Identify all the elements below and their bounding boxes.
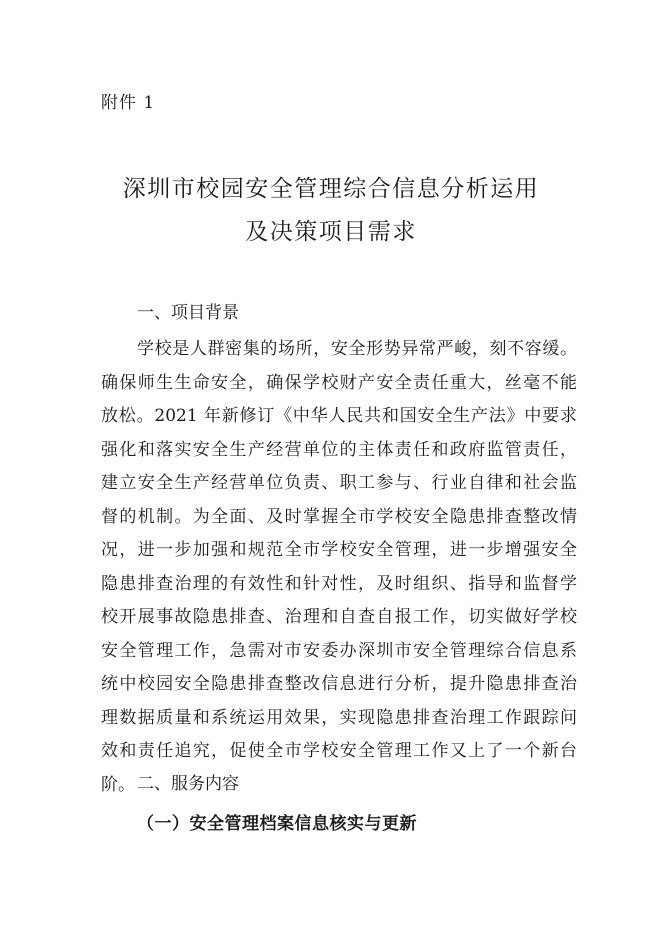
- paragraph-line: 督的机制。为全面、及时掌握全市学校安全隐患排查整改情: [101, 506, 577, 527]
- paragraph-line: 确保师生生命安全，确保学校财产安全责任重大，丝毫不能: [101, 372, 577, 393]
- background-paragraph: [101, 333, 577, 802]
- paragraph-line: 效和责任追究，促使全市学校安全管理工作又上了一个新台: [101, 741, 577, 761]
- section-heading-background: 一、项目背景: [137, 303, 239, 323]
- paragraph-line: 校开展事故隐患排查、治理和自查自报工作，切实做好学校: [101, 607, 577, 627]
- paragraph-line: 阶。: [101, 774, 135, 795]
- section-heading-service-content: 二、服务内容: [137, 774, 239, 794]
- paragraph-line: 况，进一步加强和规范全市学校安全管理，进一步增强安全: [101, 540, 577, 560]
- paragraph-line: 放松。2021 年新修订《中华人民共和国安全生产法》中要求: [101, 406, 577, 426]
- subsection-heading: （一）安全管理档案信息核实与更新: [137, 814, 417, 834]
- paragraph-line: 建立安全生产经营单位负责、职工参与、行业自律和社会监: [101, 473, 577, 493]
- paragraph-line: 统中校园安全隐患排查整改信息进行分析，提升隐患排查治: [101, 674, 577, 694]
- document-title-line-2: 及决策项目需求: [245, 219, 417, 245]
- paragraph-line: 安全管理工作，急需对市安委办深圳市安全管理综合信息系: [101, 640, 577, 661]
- paragraph-line: 理数据质量和系统运用效果，实现隐患排查治理工作跟踪问: [101, 707, 577, 728]
- document-title-line-1: 深圳市校园安全管理综合信息分析运用: [122, 176, 540, 202]
- attachment-label: 附件 1: [101, 93, 156, 113]
- paragraph-line: 隐患排查治理的有效性和针对性，及时组织、指导和监督学: [101, 573, 577, 594]
- paragraph-line: 学校是人群密集的场所，安全形势异常严峻，刻不容缓。: [137, 339, 577, 359]
- paragraph-line: 强化和落实安全生产经营单位的主体责任和政府监管责任，: [101, 439, 577, 460]
